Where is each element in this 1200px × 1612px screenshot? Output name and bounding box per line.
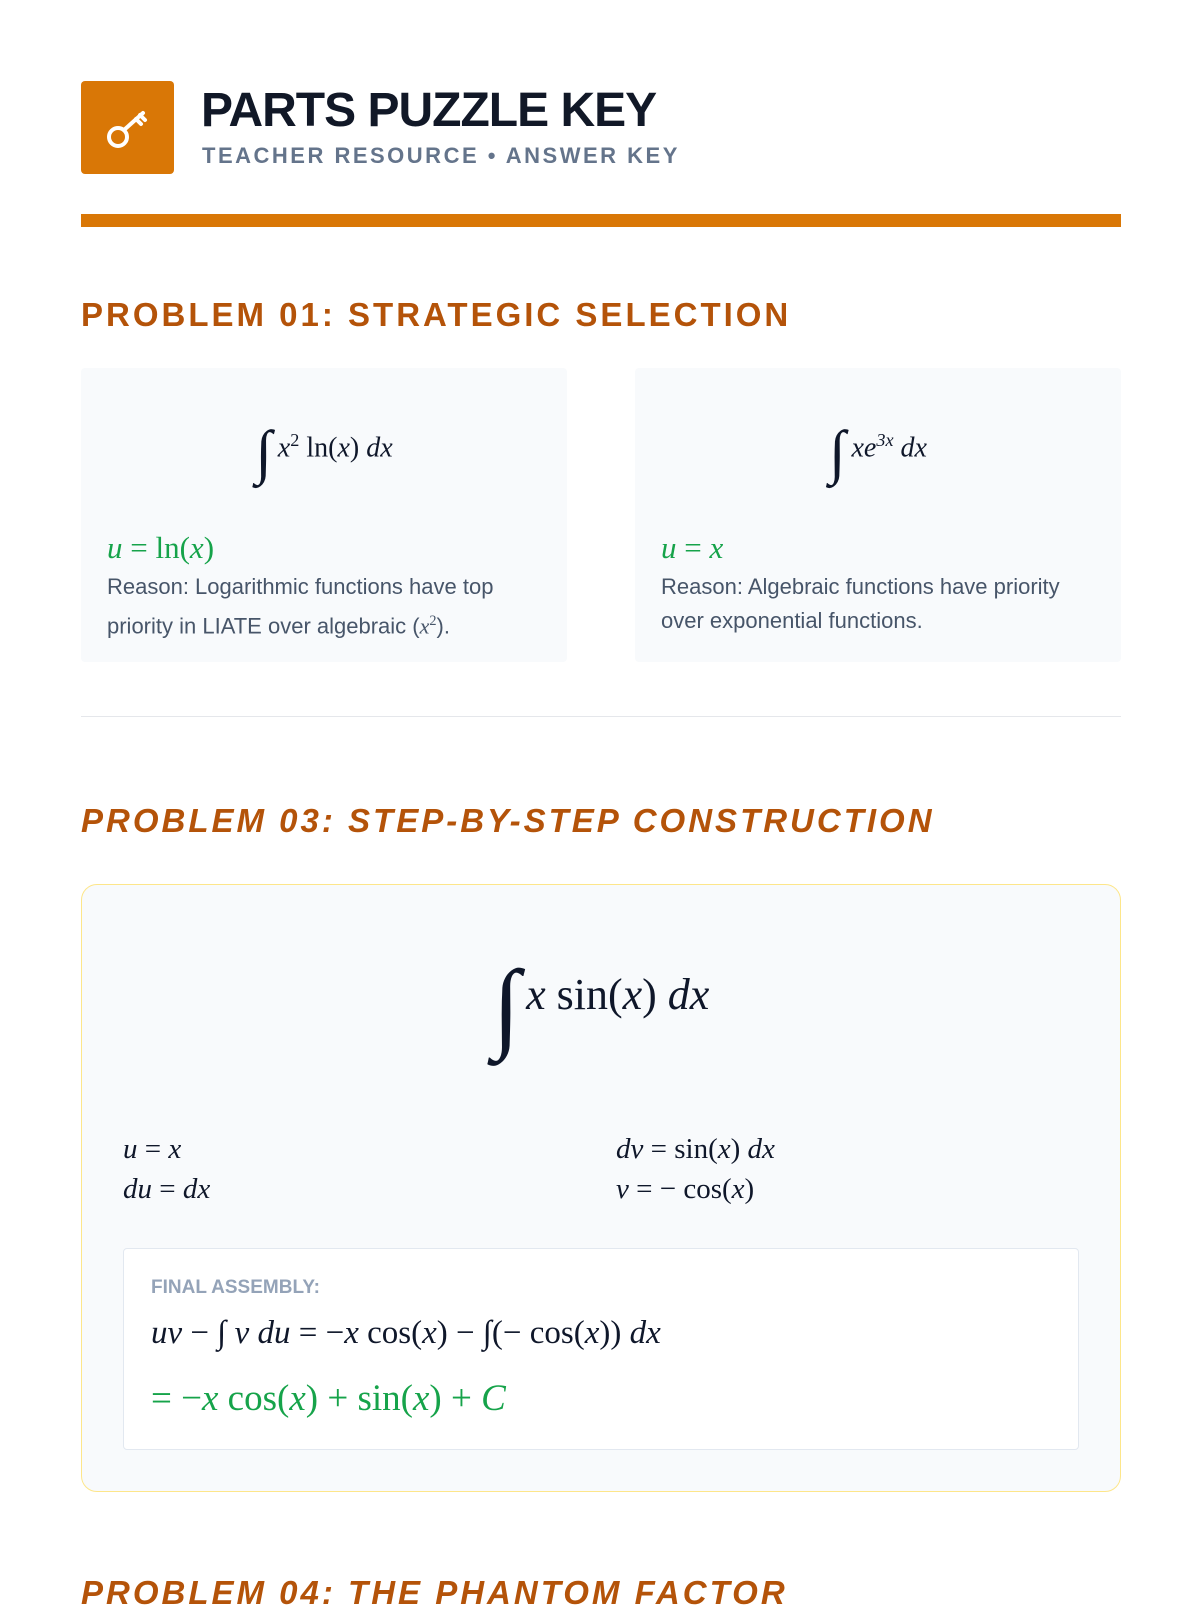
header-accent-bar bbox=[81, 214, 1121, 227]
problem-01-card-b bbox=[635, 368, 1121, 662]
integral-expression: ∫ x sin(x) dx bbox=[492, 950, 710, 1061]
problem-03-panel bbox=[81, 884, 1121, 1492]
page-subtitle: TEACHER RESOURCE • ANSWER KEY bbox=[202, 143, 680, 168]
section-divider bbox=[81, 716, 1121, 717]
page-title: PARTS PUZZLE KEY bbox=[201, 84, 657, 137]
dv-equation: dv = sin(x) dx bbox=[616, 1133, 775, 1165]
integral-expression: ∫ $xe^{3x}$ dx bbox=[829, 419, 927, 486]
assembly-equation: uv − ∫ v du = −x cos(x) − ∫(− cos(x)) dx bbox=[151, 1315, 661, 1351]
reason-text: Reason: Algebraic functions have priority over exponential functions. bbox=[661, 574, 1060, 633]
problem-04-heading: PROBLEM 04: THE PHANTOM FACTOR bbox=[81, 1574, 788, 1611]
final-assembly-box bbox=[123, 1248, 1079, 1450]
integral-expression: ∫ $x^2$ ln(x) dx bbox=[255, 419, 393, 486]
u-equation: u = x bbox=[123, 1133, 182, 1165]
u-column bbox=[123, 1129, 210, 1209]
problem-03-heading: PROBLEM 03: STEP-BY-STEP CONSTRUCTION bbox=[81, 802, 935, 839]
logo-badge bbox=[81, 81, 174, 174]
final-answer: = −x cos(x) + sin(x) + C bbox=[151, 1378, 506, 1419]
dv-column bbox=[616, 1129, 775, 1209]
final-assembly-label: FINAL ASSEMBLY: bbox=[151, 1277, 320, 1298]
reason-text: Reason: Logarithmic functions have top priority in LIATE over algebraic $(x^2)$. bbox=[107, 574, 494, 639]
du-equation: du = dx bbox=[123, 1173, 211, 1205]
u-choice: u = x bbox=[661, 530, 724, 565]
u-choice: u = ln(x) bbox=[107, 530, 215, 565]
problem-01-card-a bbox=[81, 368, 567, 662]
key-icon bbox=[103, 103, 153, 153]
problem-01-heading: PROBLEM 01: STRATEGIC SELECTION bbox=[81, 296, 792, 333]
v-equation: v = − cos(x) bbox=[616, 1173, 755, 1205]
